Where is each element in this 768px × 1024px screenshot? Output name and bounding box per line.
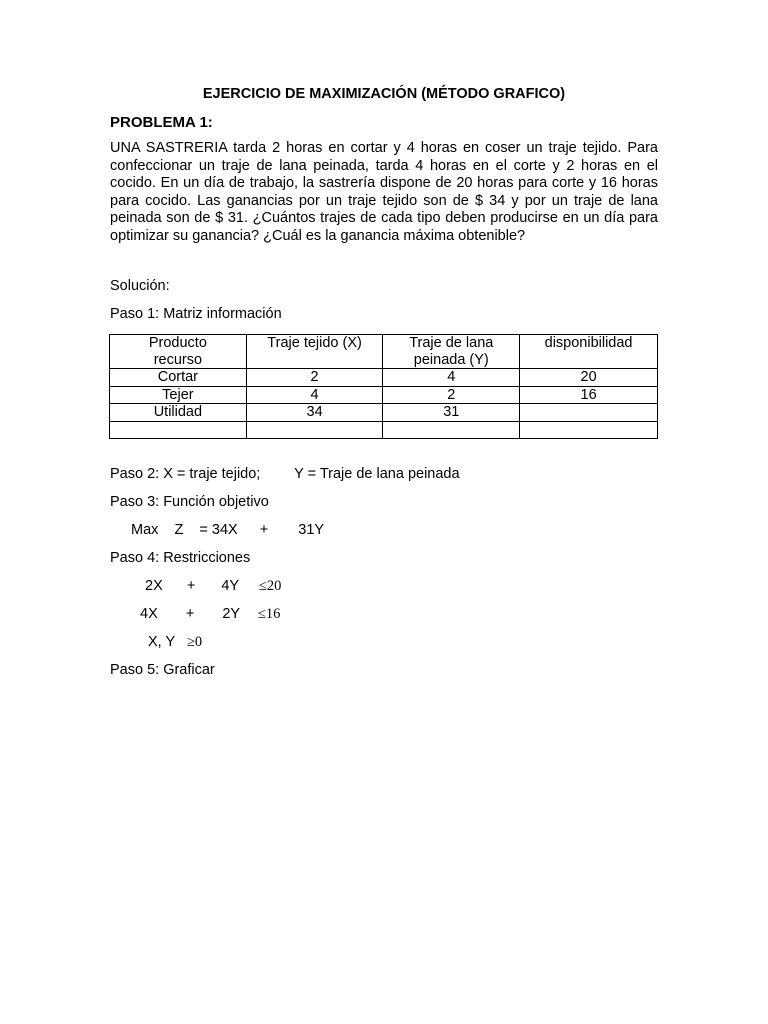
table-header-cell <box>110 335 247 369</box>
table-cell: 16 <box>520 386 658 404</box>
plus-sign: + <box>185 606 195 622</box>
step5-label: Paso 5: Graficar <box>110 662 215 678</box>
constraint-3 <box>148 634 202 651</box>
step4-label: Paso 4: Restricciones <box>110 550 251 566</box>
constraint-2 <box>140 606 280 623</box>
step3-label: Paso 3: Función objetivo <box>110 494 269 510</box>
objective-term-2: 31Y <box>298 522 325 538</box>
table-cell: Cortar <box>110 369 247 387</box>
nonnegativity-vars: X, Y <box>148 634 175 650</box>
step1-label: Paso 1: Matriz información <box>110 306 282 322</box>
plus-sign: + <box>259 522 269 538</box>
constraint-relation: ≤20 <box>258 578 282 594</box>
problem-statement: UNA SASTRERIA tarda 2 horas en cortar y 4 horas en coser un traje tejido. Para confeccionar un traje de lana peinada, tarda 4 horas en el corte y 2 horas en el cocido. En un día de trabajo, la sastrería dispone de 20 horas para corte y 16 horas para cocido. Las ganancias por un traje tejido son de $ 34 y por un traje de lana peinada son de $ 31. ¿Cuántos trajes de cada tipo deben producirse en un día para optimizar su ganancia? ¿Cuál es la ganancia máxima obtenible? <box>110 140 658 244</box>
table-header-cell <box>246 335 383 369</box>
table-row <box>110 386 658 404</box>
y-definition: Y = Traje de lana peinada <box>294 466 460 482</box>
z-variable: Z <box>174 522 184 538</box>
constraint-relation: ≤16 <box>257 606 281 622</box>
table-header-cell <box>520 335 658 369</box>
constraint-term: 4Y <box>221 578 239 594</box>
step2-label: Paso 2: X = traje tejido; <box>110 466 261 482</box>
header-line: disponibilidad <box>544 335 633 351</box>
table-row <box>110 404 658 422</box>
table-cell <box>383 421 520 438</box>
table-header-row <box>110 335 658 369</box>
objective-term-1: = 34X <box>199 522 238 538</box>
table-cell: 31 <box>383 404 520 422</box>
table-cell <box>246 421 383 438</box>
table-cell <box>520 421 658 438</box>
header-line: peinada (Y) <box>413 351 489 368</box>
step2-line <box>110 466 460 482</box>
solution-label: Solución: <box>110 278 170 294</box>
plus-sign: + <box>186 578 196 594</box>
table-row <box>110 421 658 438</box>
constraint-term: 4X <box>140 606 158 622</box>
table-row <box>110 369 658 387</box>
information-matrix-table <box>109 334 658 439</box>
table-header-cell <box>383 335 520 369</box>
constraint-term: 2Y <box>222 606 240 622</box>
table-cell: 2 <box>383 386 520 404</box>
table-cell: 4 <box>246 386 383 404</box>
header-line: Traje tejido (X) <box>267 335 362 351</box>
objective-function <box>131 522 324 538</box>
table-cell <box>110 421 247 438</box>
table-cell: 2 <box>246 369 383 387</box>
header-line: Traje de lana <box>409 335 494 351</box>
document-title: EJERCICIO DE MAXIMIZACIÓN (MÉTODO GRAFICO) <box>202 86 566 102</box>
constraint-relation: ≥0 <box>186 634 203 650</box>
table-cell: Utilidad <box>110 404 247 422</box>
constraint-term: 2X <box>145 578 163 594</box>
table-cell: 34 <box>246 404 383 422</box>
table-cell: 4 <box>383 369 520 387</box>
table-cell: 20 <box>520 369 658 387</box>
problem-heading: PROBLEMA 1: <box>110 114 213 131</box>
table-cell: Tejer <box>110 386 247 404</box>
table-cell <box>520 404 658 422</box>
constraint-1 <box>145 578 281 595</box>
header-line: recurso <box>153 351 203 368</box>
max-keyword: Max <box>131 522 159 538</box>
header-line: Producto <box>148 335 207 351</box>
